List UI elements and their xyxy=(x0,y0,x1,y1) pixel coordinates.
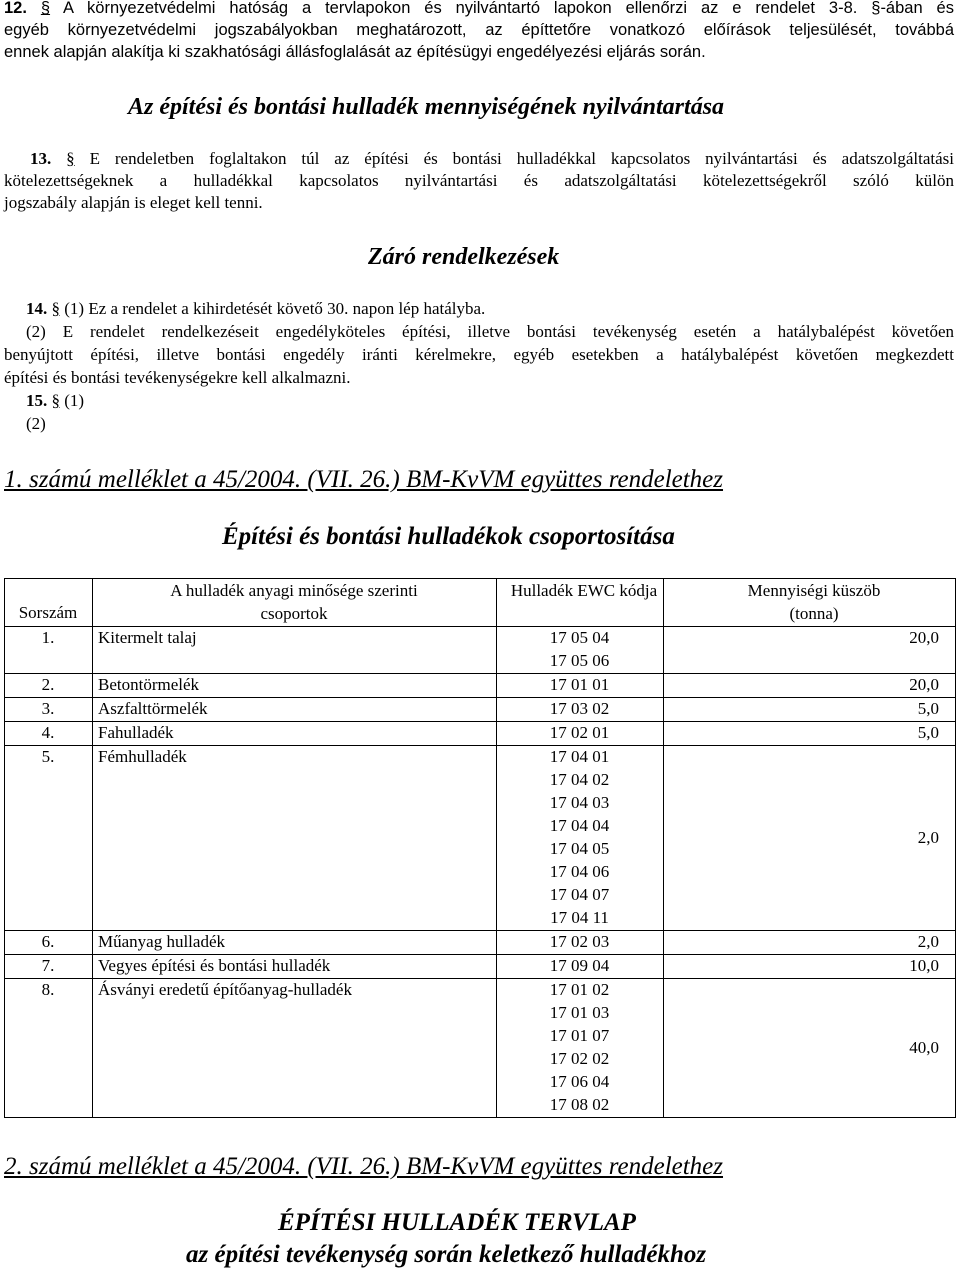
ewc-code: 17 02 02 xyxy=(549,1049,610,1068)
paragraph-text-line: egyéb környezetvédelmi jogszabályokban meghatározott, az építtetőre vonatkozó előírások teljesülését, továbbá xyxy=(4,21,954,39)
annex-1-title: 1. számú melléklet a 45/2004. (VII. 26.) BM-KvVM együttes rendelethez xyxy=(4,466,724,493)
row-ewc-codes xyxy=(496,626,663,672)
ewc-code: 17 04 06 xyxy=(549,862,610,881)
row-number: 8. xyxy=(41,980,55,999)
table-row xyxy=(4,978,956,1117)
paragraph-text-line: E rendeletben foglaltakon túl az építési és bontási hulladékkal kapcsolatos nyilvántartási és adatszolgáltatási xyxy=(89,149,955,168)
row-group-name: Vegyes építési és bontási hulladék xyxy=(98,956,331,975)
annex-2-title: 2. számú melléklet a 45/2004. (VII. 26.) BM-KvVM együttes rendelethez xyxy=(4,1153,724,1180)
header-threshold-line: Mennyiségi küszöb xyxy=(747,581,881,600)
row-ewc-codes xyxy=(496,697,663,720)
table-rule xyxy=(4,721,956,722)
table-row xyxy=(4,697,956,721)
paragraph-text-line: ennek alapján alakítja ki szakhatósági állásfoglalását az építésügyi engedélyezési eljárás során. xyxy=(4,43,706,61)
ewc-code: 17 04 03 xyxy=(549,793,610,812)
row-threshold: 40,0 xyxy=(909,1038,939,1057)
paragraph-text-line: (1) Ez a rendelet a kihirdetését követő 30. napon lép hatályba. xyxy=(64,299,486,318)
ewc-code: 17 02 03 xyxy=(549,932,610,951)
row-group-name: Műanyag hulladék xyxy=(98,932,225,951)
table-rule xyxy=(4,930,956,931)
row-group-name: Aszfalttörmelék xyxy=(98,699,208,718)
table-row xyxy=(4,721,956,745)
section-sign: § xyxy=(51,299,60,318)
annex-1-subtitle: Építési és bontási hulladékok csoportosítása xyxy=(222,523,675,550)
header-group-line: csoportok xyxy=(260,604,328,623)
row-group-name: Betontörmelék xyxy=(98,675,200,694)
paragraph-text-line: kötelezettségeknek a hulladékkal kapcsolatos nyilvántartási és adatszolgáltatási kötelezettségekről szóló külön xyxy=(4,171,954,190)
row-threshold: 2,0 xyxy=(917,828,939,847)
header-group-line: A hulladék anyagi minősége szerinti xyxy=(170,581,418,600)
table-row xyxy=(4,954,956,978)
row-ewc-codes xyxy=(496,673,663,696)
paragraph-number: 14. xyxy=(26,299,48,318)
row-number: 1. xyxy=(41,628,55,647)
ewc-code: 17 04 05 xyxy=(549,839,610,858)
paragraph-12 xyxy=(4,0,954,63)
ewc-code: 17 01 07 xyxy=(549,1026,610,1045)
table-rule xyxy=(4,954,956,955)
ewc-code: 17 04 02 xyxy=(549,770,610,789)
section-title: Az építési és bontási hulladék mennyiségének nyilvántartása xyxy=(128,94,725,120)
paragraph-13 xyxy=(4,148,954,214)
ewc-code: 17 02 01 xyxy=(549,723,610,742)
ewc-code: 17 01 01 xyxy=(549,675,610,694)
annex-2-subheading: az építési tevékenység során keletkező hulladékhoz xyxy=(186,1241,707,1268)
paragraph-text-line: (1) xyxy=(64,391,85,410)
table-rule xyxy=(4,578,956,579)
row-threshold: 10,0 xyxy=(909,956,939,975)
paragraph-number: 13. xyxy=(30,149,52,168)
header-group xyxy=(92,579,496,625)
paragraph-14 xyxy=(4,297,954,435)
table-rule xyxy=(4,673,956,674)
table-column-rule xyxy=(92,578,93,1117)
table-rule xyxy=(4,697,956,698)
row-threshold: 5,0 xyxy=(917,723,939,742)
row-threshold: 5,0 xyxy=(917,699,939,718)
row-number: 2. xyxy=(41,675,55,694)
table-rule xyxy=(4,626,956,627)
ewc-code: 17 04 07 xyxy=(549,885,610,904)
table-row xyxy=(4,673,956,697)
row-group-name: Fémhulladék xyxy=(98,747,187,766)
table-row xyxy=(4,745,956,930)
section-title: Záró rendelkezések xyxy=(368,244,560,270)
paragraph-text-line: (2) E rendelet rendelkezéseit engedélyköteles építési, illetve bontási tevékenység esetén a hatálybalépést követően xyxy=(26,322,954,341)
table-column-rule xyxy=(955,578,956,1117)
row-number: 6. xyxy=(41,932,55,951)
paragraph-number: 15. xyxy=(26,391,48,410)
ewc-code: 17 05 06 xyxy=(549,651,610,670)
header-threshold-line: (tonna) xyxy=(789,604,839,623)
paragraph-text-line: benyújtott építési, illetve bontási engedély iránti kérelmekre, egyéb esetekben a hatálybalépést követően megkezdett xyxy=(4,345,954,364)
table-row xyxy=(4,930,956,954)
table-rule xyxy=(4,978,956,979)
row-group-name: Ásványi eredetű építőanyag-hulladék xyxy=(98,980,352,999)
row-ewc-codes xyxy=(496,930,663,953)
ewc-code: 17 04 01 xyxy=(549,747,610,766)
paragraph-text-line: jogszabály alapján is eleget kell tenni. xyxy=(4,193,263,212)
ewc-code: 17 04 04 xyxy=(549,816,610,835)
paragraph-text-line: építési és bontási tevékenységekre kell alkalmazni. xyxy=(4,368,351,387)
table-column-rule xyxy=(663,578,664,1117)
annex-2-heading: ÉPÍTÉSI HULLADÉK TERVLAP xyxy=(278,1209,636,1236)
section-sign: § xyxy=(51,391,60,410)
header-ewc: Hulladék EWC kódja xyxy=(510,581,658,600)
paragraph-text-line: A környezetvédelmi hatóság a tervlapokon és nyilvántartó lapokon ellenőrzi az e rendelet 3-8. §-ában és xyxy=(63,0,954,17)
section-sign: § xyxy=(40,0,51,17)
table-rule xyxy=(4,745,956,746)
table-row xyxy=(4,626,956,673)
paragraph-number: 12. xyxy=(4,0,27,17)
ewc-code: 17 08 02 xyxy=(549,1095,610,1114)
ewc-code: 17 06 04 xyxy=(549,1072,610,1091)
waste-groups-table xyxy=(4,578,956,1117)
section-sign: § xyxy=(66,149,75,168)
ewc-code: 17 01 02 xyxy=(549,980,610,999)
ewc-code: 17 04 11 xyxy=(550,908,609,927)
row-number: 5. xyxy=(41,747,55,766)
row-threshold: 20,0 xyxy=(909,628,939,647)
row-ewc-codes xyxy=(496,745,663,929)
table-column-rule xyxy=(496,578,497,1117)
row-number: 7. xyxy=(41,956,55,975)
header-threshold xyxy=(709,579,919,625)
row-ewc-codes xyxy=(496,721,663,744)
row-threshold: 2,0 xyxy=(917,932,939,951)
row-threshold: 20,0 xyxy=(909,675,939,694)
paragraph-text-line: (2) xyxy=(26,414,46,433)
table-rule xyxy=(4,1117,956,1118)
table-header xyxy=(4,578,956,626)
row-ewc-codes xyxy=(496,978,663,1116)
table-column-rule xyxy=(4,578,5,1117)
ewc-code: 17 09 04 xyxy=(549,956,610,975)
row-group-name: Fahulladék xyxy=(98,723,174,742)
row-ewc-codes xyxy=(496,954,663,977)
ewc-code: 17 05 04 xyxy=(549,628,610,647)
row-number: 4. xyxy=(41,723,55,742)
header-sorszam: Sorszám xyxy=(18,603,78,622)
ewc-code: 17 03 02 xyxy=(549,699,610,718)
ewc-code: 17 01 03 xyxy=(549,1003,610,1022)
row-group-name: Kitermelt talaj xyxy=(98,628,197,647)
row-number: 3. xyxy=(41,699,55,718)
